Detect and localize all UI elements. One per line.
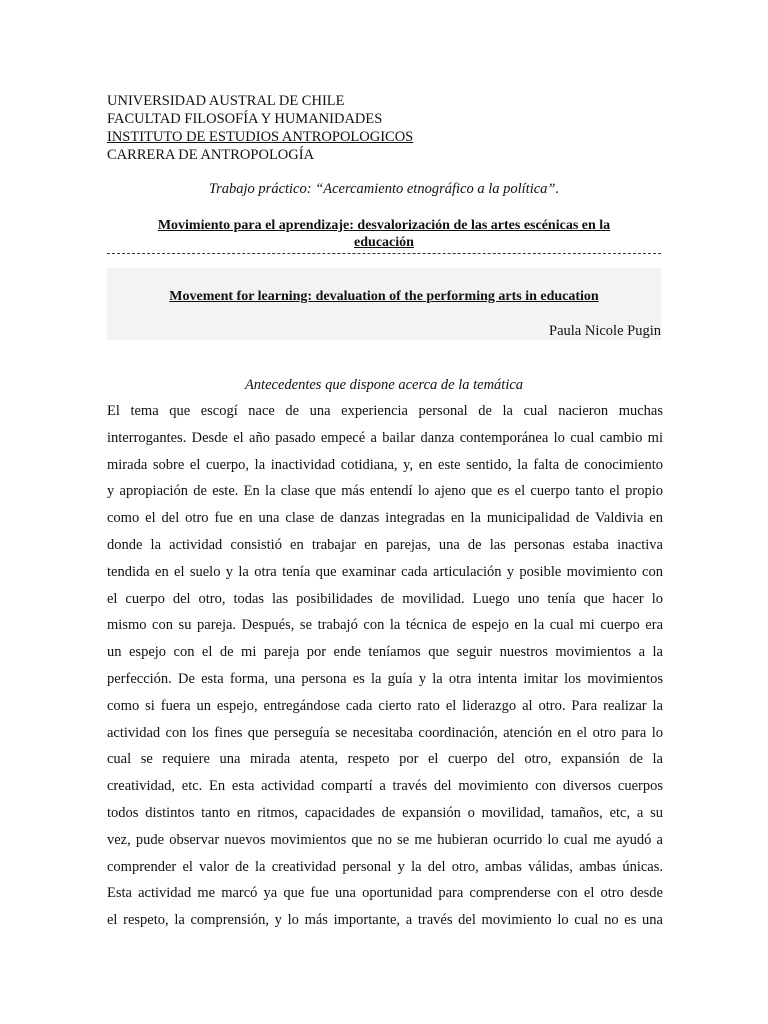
- assignment-subtitle: Trabajo práctico: “Acercamiento etnográfico a la política”.: [208, 181, 560, 197]
- body-line: El tema que escogí nace de una experiencia personal de la cual nacieron muchas: [107, 403, 663, 419]
- body-line: donde la actividad consistió en trabajar en parejas, una de las personas estaba inactiva: [107, 536, 663, 553]
- body-line: cual se requiere una mirada atenta, respeto por el cuerpo del otro, expansión de la: [107, 751, 663, 768]
- institution-header: [107, 92, 667, 164]
- body-line: como el del otro fue en una clase de danzas integradas en la municipalidad de Valdivia en: [107, 510, 663, 527]
- author-name: Paula Nicole Pugin: [549, 323, 661, 339]
- body-line: vez, pude observar nuevos movimientos que no se me hubieran ocurrido lo cual me ayudó a: [107, 831, 663, 848]
- document-title-spanish: [107, 217, 661, 251]
- body-line: tendida en el suelo y la otra tenía que examinar cada articulación y posible movimiento con: [107, 563, 663, 580]
- body-line: el cuerpo del otro, todas las posibilidades de movilidad. Luego uno tenía que hacer lo: [107, 590, 663, 607]
- body-line: actividad con los fines que perseguía se necesitaba coordinación, atención en el otro para lo: [107, 724, 663, 741]
- title-es-line-2: educación: [354, 235, 414, 250]
- document-title-english: Movement for learning: devaluation of the performing arts in education: [169, 289, 599, 304]
- body-line: interrogantes. Desde el año pasado empecé a bailar danza contemporánea lo cual cambio mi: [107, 429, 663, 446]
- section-heading: Antecedentes que dispone acerca de la temática: [244, 377, 524, 393]
- dashed-divider: [107, 253, 661, 254]
- title-es-line-1: Movimiento para el aprendizaje: desvalorización de las artes escénicas en la: [157, 218, 611, 233]
- body-line: el respeto, la comprensión, y lo más importante, a través del movimiento lo cual no es una: [107, 912, 663, 929]
- body-paragraph: [107, 398, 663, 934]
- body-line: y apropiación de este. En la clase que más entendí lo ajeno que es el cuerpo tanto el propio: [107, 483, 663, 500]
- body-line: mismo con su pareja. Después, se trabajó con la técnica de espejo en la cual mi cuerpo era: [107, 617, 663, 634]
- university-name: UNIVERSIDAD AUSTRAL DE CHILE: [107, 93, 345, 109]
- body-line: todos distintos tanto en ritmos, capacidades de expansión o movilidad, tamaños, etc, a su: [107, 804, 663, 821]
- body-line: perfección. De esta forma, una persona es la guía y la otra intenta imitar los movimientos: [107, 670, 663, 687]
- career-name: CARRERA DE ANTROPOLOGÍA: [107, 147, 315, 163]
- body-line: mirada sobre el cuerpo, la inactividad cotidiana, y, en este sentido, la falta de conocimiento: [107, 456, 663, 473]
- body-line: como si fuera un espejo, entregándose cada cierto rato el liderazgo al otro. Para realizar la: [107, 697, 663, 714]
- institute-name: INSTITUTO DE ESTUDIOS ANTROPOLOGICOS: [107, 129, 414, 145]
- english-title-box: [107, 268, 661, 340]
- body-line: Esta actividad me marcó ya que fue una oportunidad para comprenderse con el otro desde: [107, 885, 663, 902]
- body-line: un espejo con el de mi pareja por ende teníamos que seguir nuestros movimientos a la: [107, 644, 663, 661]
- body-line: creatividad, etc. En esta actividad compartí a través del movimiento con diversos cuerpos: [107, 778, 663, 795]
- faculty-name: FACULTAD FILOSOFÍA Y HUMANIDADES: [107, 111, 383, 127]
- body-line: comprender el valor de la creatividad personal y la del otro, ambas válidas, ambas únicas.: [107, 858, 663, 875]
